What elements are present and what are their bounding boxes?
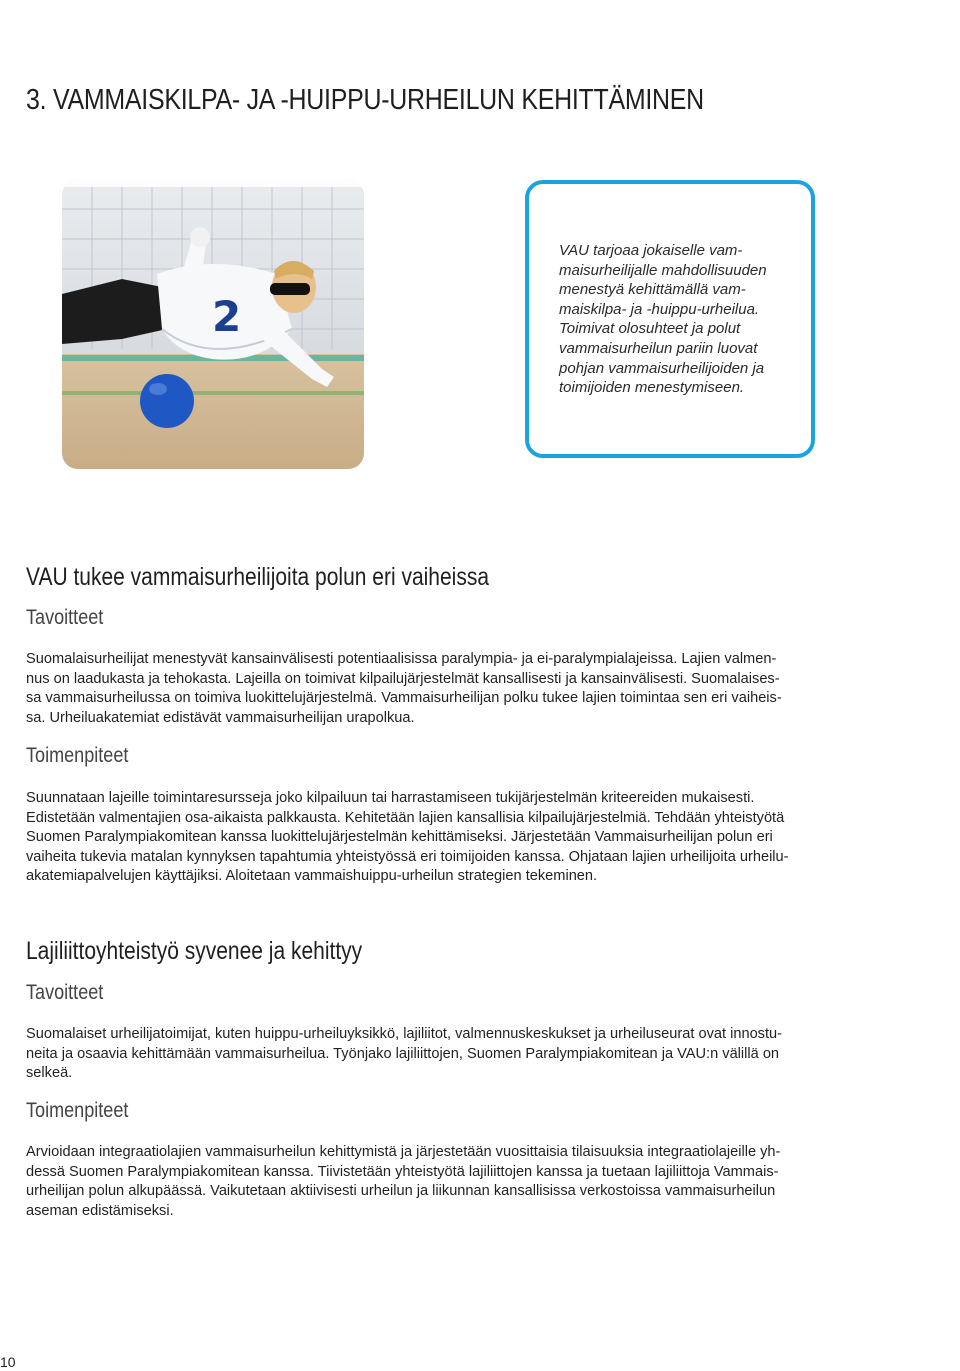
actions-text-2: Arvioidaan integraatiolajien vammaisurheilun kehittymistä ja järjestetään vuosittaisia tilaisuuksia integraatiolajeille yh- dessä Suomen Paralympiakomitean kanssa. Tiivistetään yhteistyötä lajiliittojen kanssa ja tuetaan lajiliittoja Vammais- urheilijan polun alkupäässä. Vaikutetaan aktiivisesti urheilun ja liikunnan kansallisissa verkostoissa vammaisurheilun aseman edistämiseksi. xyxy=(26,1144,781,1219)
callout-box xyxy=(525,180,815,458)
page-number: 10 xyxy=(0,1354,16,1370)
goals-heading-1: Tavoitteet xyxy=(26,606,104,629)
callout-text: VAU tarjoaa jokaiselle vam- maisurheilijalle mahdollisuuden menestyä kehittämällä vam- maiskilpa- ja -huippu-urheilua. Toimivat olosuhteet ja polut vammaisurheilun pariin luovat pohjan vammaisurheilijoiden ja toimijoiden menestymiseen. xyxy=(559,242,767,397)
actions-heading-1: Toimenpiteet xyxy=(26,744,129,767)
actions-heading-2: Toimenpiteet xyxy=(26,1099,129,1122)
goals-heading-2: Tavoitteet xyxy=(26,981,104,1004)
shirt-number: 2 xyxy=(212,292,242,341)
section-heading-2: Lajiliittoyhteistyö syvenee ja kehittyy xyxy=(26,937,363,965)
actions-text-1: Suunnataan lajeille toimintaresursseja joko kilpailuun tai harrastamiseen tukijärjestelmän kriteereiden mukaisesti. Edistetään valmentajien osa-aikaista palkkausta. Kehitetään lajien kansallisia kilpailujärjestelmiä. Tehdään yhteistyötä Suomen Paralympiakomitean kanssa luokittelujärjestelmän kehittämiseksi. Järjestetään Vammaisurheilijan polun eri vaiheita tukevia matalan kynnyksen tapahtumia yhteistyössä eri toimijoiden kanssa. Ohjataan lajien urheilijoita urheilu- akatemiapalvelujen käyttäjiksi. Aloitetaan vammaishuippu-urheilun strategien tekeminen. xyxy=(26,790,789,885)
page-title: 3. VAMMAISKILPA- JA -HUIPPU-URHEILUN KEHITTÄMINEN xyxy=(26,84,704,116)
goals-text-1: Suomalaisurheilijat menestyvät kansainvälisesti potentiaalisissa paralympia- ja ei-paralympialajeissa. Lajien valmen- nus on laadukasta ja tehokasta. Lajeilla on toimivat kilpailujärjestelmät kansallisesti ja kansainvälisesti. Suomalaises- sa vammaisurheilussa on toimiva luokittelujärjestelmä. Vammaisurheilijan polku tukee lajien toimintaa sen eri vaiheis- sa. Urheiluakatemiat edistävät vammaisurheilijan urapolkua. xyxy=(26,651,782,726)
goals-text-2: Suomalaiset urheilijatoimijat, kuten huippu-urheiluyksikkö, lajiliitot, valmennuskeskukset ja urheiluseurat ovat innostu- neita ja osaavia kehittämään vammaisurheilua. Työnjako lajiliittojen, Suomen Paralympiakomitean ja VAU:n välillä on selkeä. xyxy=(26,1026,783,1082)
goalball-photo xyxy=(62,179,364,469)
section-heading-1: VAU tukee vammaisurheilijoita polun eri vaiheissa xyxy=(26,563,489,591)
